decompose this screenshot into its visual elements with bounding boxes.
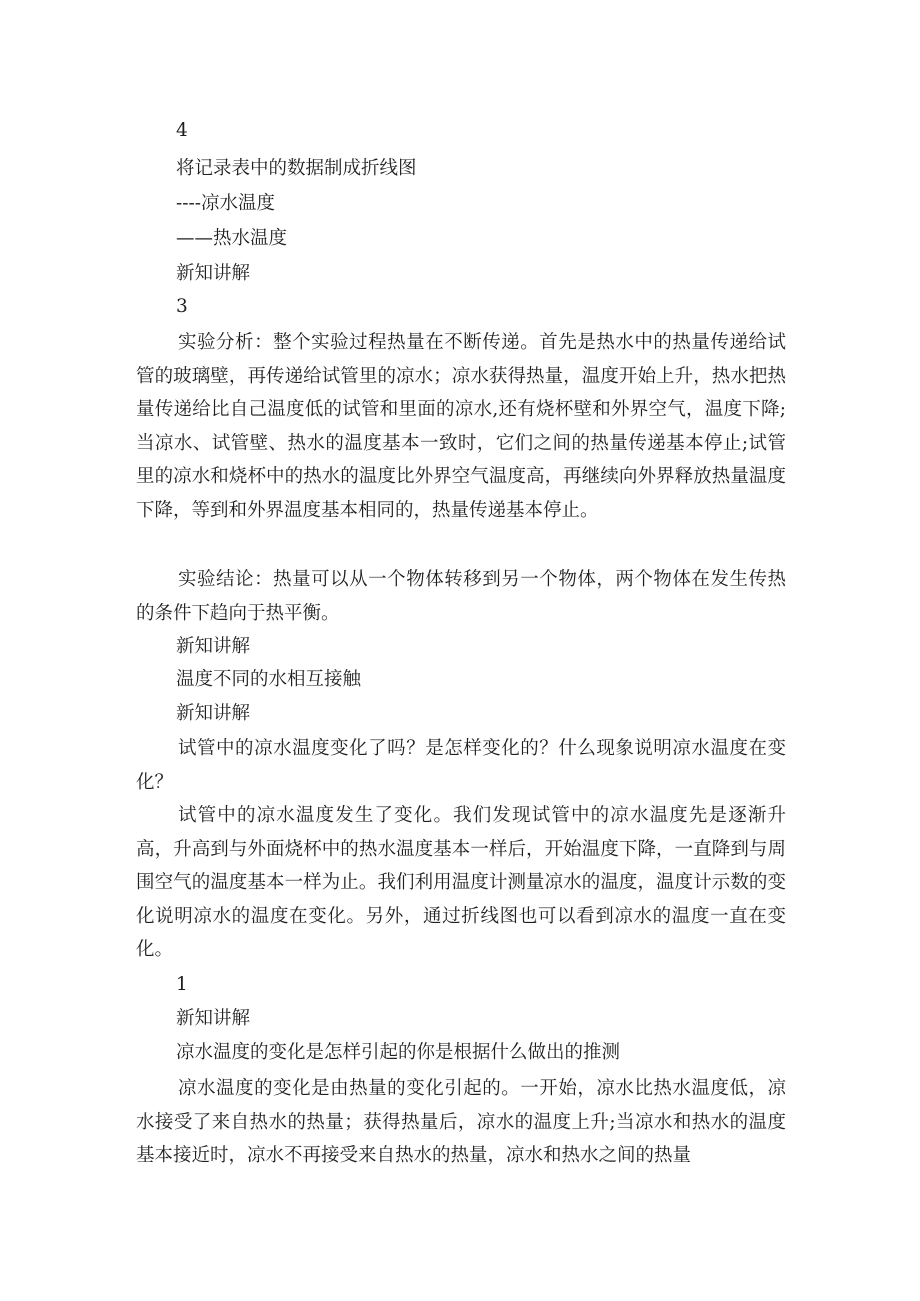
explanation-paragraph: 凉水温度的变化是由热量的变化引起的。一开始，凉水比热水温度低，凉水接受了来自热水的热量；获得热量后，凉水的温度上升;当凉水和热水的温度基本接近时，凉水不再接受来自热水的热量，凉水和热水之间的热量 [136, 1078, 786, 1167]
section-heading: 新知讲解 [176, 263, 251, 284]
page-number-4: 4 [176, 120, 188, 141]
page-number-3: 3 [176, 296, 188, 317]
topic-title: 凉水温度的变化是怎样引起的你是根据什么做出的推测 [176, 1042, 621, 1063]
experiment-conclusion: 实验结论：热量可以从一个物体转移到另一个物体，两个物体在发生传热的条件下趋向于热平衡。 [136, 569, 786, 624]
answer-paragraph: 试管中的凉水温度发生了变化。我们发现试管中的凉水温度先是逐渐升高，升高到与外面烧杯中的热水温度基本一样后，开始温度下降，一直降到与周围空气的温度基本一样为止。我们利用温度计测量凉水的温度，温度计示数的变化说明凉水的温度在变化。另外，通过折线图也可以看到凉水的温度一直在变化。 [136, 805, 786, 961]
section-heading: 新知讲解 [176, 636, 251, 657]
page-number-1: 1 [176, 974, 188, 995]
topic-title: 温度不同的水相互接触 [176, 669, 362, 690]
chart-instruction: 将记录表中的数据制成折线图 [176, 158, 417, 179]
section-heading: 新知讲解 [176, 1008, 251, 1029]
legend-hot-water: ——热水温度 [176, 228, 288, 249]
experiment-analysis: 实验分析：整个实验过程热量在不断传递。首先是热水中的热量传递给试管的玻璃壁，再传递给试管里的凉水；凉水获得热量，温度开始上升，热水把热量传递给比自己温度低的试管和里面的凉水,还有烧杯壁和外界空气，温度下降;当凉水、试管壁、热水的温度基本一致时，它们之间的热量传递基本停止;试管里的凉水和烧杯中的热水的温度比外界空气温度高，再继续向外界释放热量温度下降，等到和外界温度基本相同的，热量传递基本停止。 [136, 332, 786, 521]
section-heading: 新知讲解 [176, 703, 251, 724]
question-paragraph: 试管中的凉水温度变化了吗？是怎样变化的？什么现象说明凉水温度在变化？ [136, 738, 786, 793]
legend-cold-water: ----凉水温度 [176, 193, 276, 214]
